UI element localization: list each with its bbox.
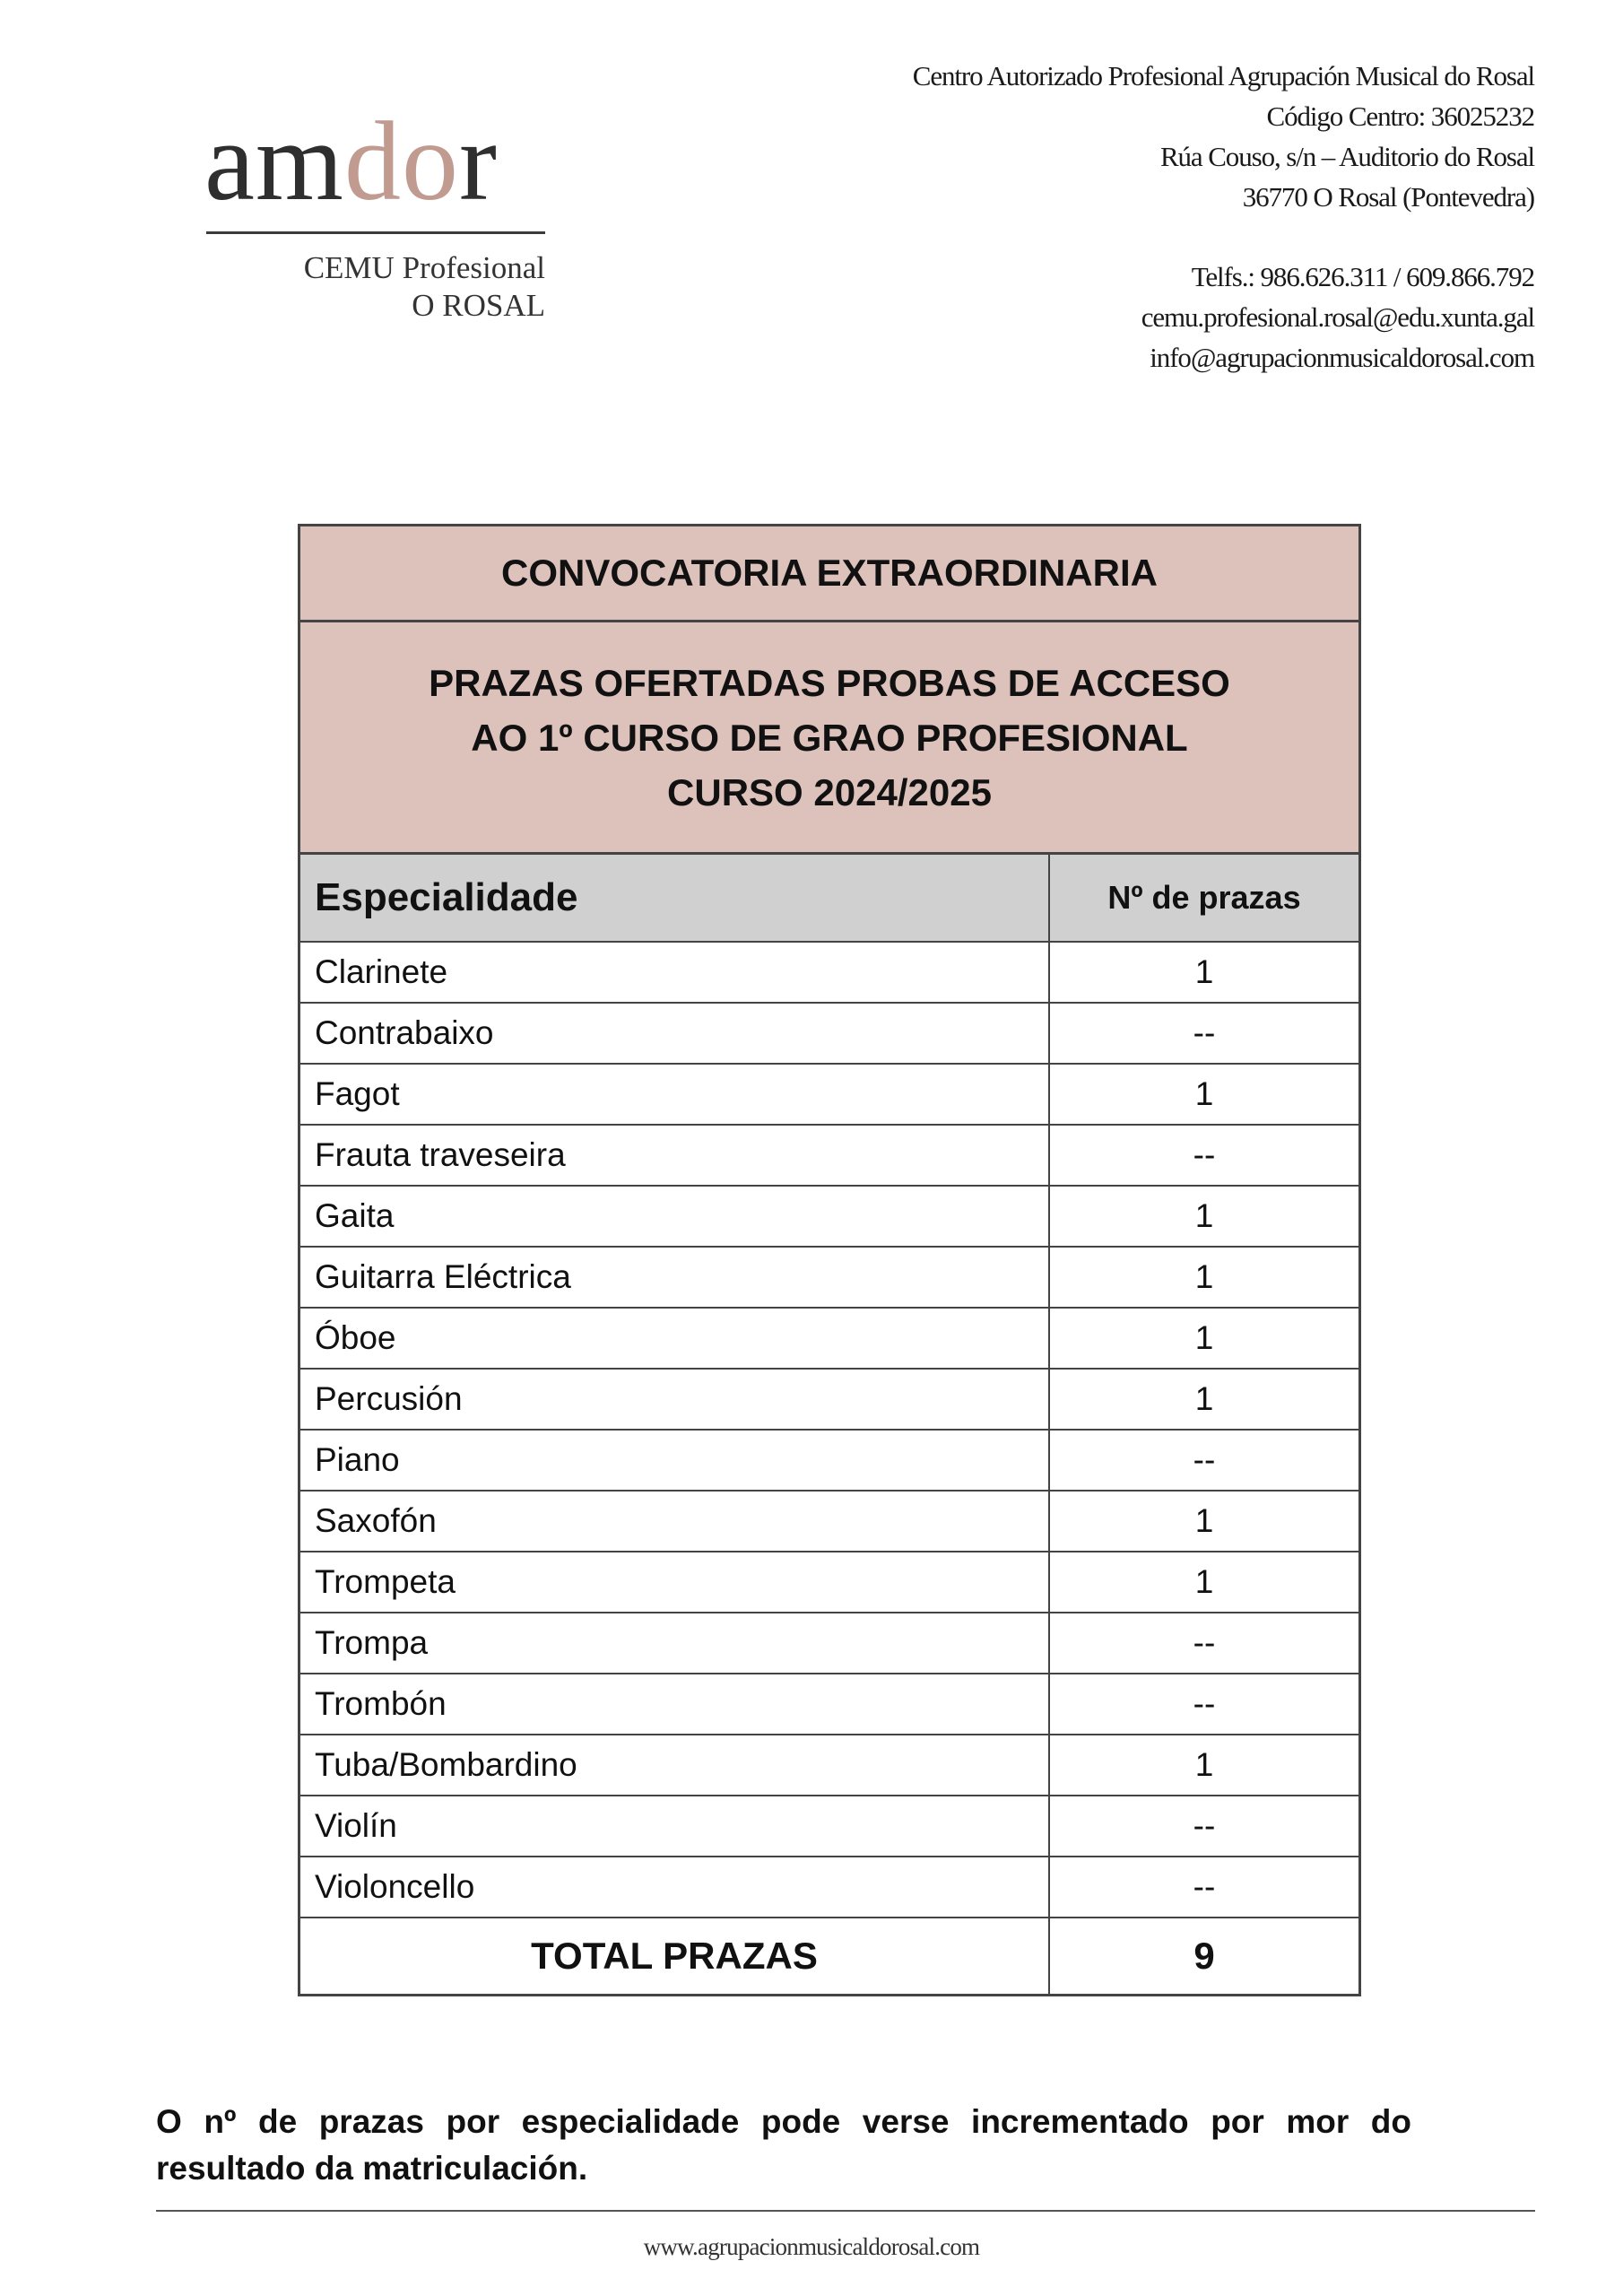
places-cell: -- <box>1193 1685 1216 1722</box>
places-cell: 1 <box>1194 1319 1214 1356</box>
email-link[interactable]: info@agrupacionmusicaldorosal.com <box>1150 342 1534 373</box>
footer-divider <box>156 2210 1535 2212</box>
speciality-cell: Óboe <box>300 1309 1050 1368</box>
logo <box>204 100 545 323</box>
table-subtitle <box>300 622 1358 855</box>
table-row <box>300 1552 1358 1613</box>
speciality-cell: Saxofón <box>300 1492 1050 1551</box>
places-cell: -- <box>1193 1014 1216 1051</box>
speciality-cell: Clarinete <box>300 943 1050 1002</box>
logo-subtitle <box>304 249 545 325</box>
email-link[interactable]: cemu.profesional.rosal@edu.xunta.gal <box>1141 301 1534 333</box>
table-title: CONVOCATORIA EXTRAORDINARIA <box>300 526 1358 622</box>
table-subtitle-line: CURSO 2024/2025 <box>667 770 992 813</box>
places-cell: -- <box>1193 1441 1216 1478</box>
address-line: Rúa Couso, s/n – Auditorio do Rosal <box>1159 141 1534 172</box>
speciality-cell: Fagot <box>300 1065 1050 1124</box>
speciality-cell: Gaita <box>300 1187 1050 1246</box>
speciality-cell: Tuba/Bombardino <box>300 1735 1050 1795</box>
table-row <box>300 1126 1358 1187</box>
logo-word-accent: do <box>343 100 459 224</box>
table-row <box>300 1248 1358 1309</box>
table-header-row <box>300 855 1358 943</box>
places-cell: -- <box>1193 1136 1216 1173</box>
table-row <box>300 943 1358 1004</box>
table-row <box>300 1431 1358 1492</box>
logo-divider <box>206 231 545 234</box>
speciality-cell: Violín <box>300 1796 1050 1856</box>
speciality-cell: Trompeta <box>300 1552 1050 1612</box>
address-gap <box>913 217 1534 257</box>
places-cell: -- <box>1193 1868 1216 1905</box>
table-row <box>300 1187 1358 1248</box>
logo-subtitle-line2: O ROSAL <box>412 288 545 323</box>
places-cell: -- <box>1193 1624 1216 1661</box>
speciality-cell: Percusión <box>300 1370 1050 1429</box>
places-cell: 1 <box>1194 1380 1214 1417</box>
logo-wordmark <box>204 100 545 224</box>
places-cell: 1 <box>1194 953 1214 990</box>
table-total-row <box>300 1918 1358 1994</box>
places-table <box>298 524 1361 1996</box>
address-line: Centro Autorizado Profesional Agrupación Musical do Rosal <box>912 60 1534 91</box>
table-subtitle-line: AO 1º CURSO DE GRAO PROFESIONAL <box>471 716 1188 759</box>
speciality-cell: Frauta traveseira <box>300 1126 1050 1185</box>
column-header-places: Nº de prazas <box>1107 879 1301 916</box>
places-cell: 1 <box>1194 1197 1214 1234</box>
table-row <box>300 1065 1358 1126</box>
table-row <box>300 1613 1358 1674</box>
column-header-speciality: Especialidade <box>300 855 1050 941</box>
address-line: 36770 O Rosal (Pontevedra) <box>1242 181 1534 213</box>
places-cell: 1 <box>1194 1075 1214 1112</box>
total-value: 9 <box>1193 1935 1215 1977</box>
places-cell: 1 <box>1194 1746 1214 1783</box>
footer-website-link[interactable]: www.agrupacionmusicaldorosal.com <box>643 2233 980 2260</box>
footnote: O nº de prazas por especialidade pode verse incrementado por mor do resultado da matriculación. <box>156 2103 1411 2187</box>
speciality-cell: Trombón <box>300 1674 1050 1734</box>
table-row <box>300 1309 1358 1370</box>
address-line: Código Centro: 36025232 <box>1266 100 1534 132</box>
speciality-cell: Piano <box>300 1431 1050 1490</box>
logo-word-part: r <box>458 100 498 224</box>
places-cell: 1 <box>1194 1502 1214 1539</box>
table-row <box>300 1004 1358 1065</box>
places-cell: 1 <box>1194 1563 1214 1600</box>
places-cell: 1 <box>1194 1258 1214 1295</box>
total-label: TOTAL PRAZAS <box>300 1918 1050 1994</box>
table-row <box>300 1674 1358 1735</box>
speciality-cell: Guitarra Eléctrica <box>300 1248 1050 1307</box>
places-cell: -- <box>1193 1807 1216 1844</box>
table-row <box>300 1735 1358 1796</box>
header-address <box>913 56 1534 378</box>
speciality-cell: Contrabaixo <box>300 1004 1050 1063</box>
speciality-cell: Violoncello <box>300 1857 1050 1917</box>
logo-word-part: am <box>204 100 344 224</box>
table-row <box>300 1492 1358 1552</box>
speciality-cell: Trompa <box>300 1613 1050 1673</box>
table-row <box>300 1370 1358 1431</box>
table-row <box>300 1857 1358 1918</box>
phone-numbers: Telfs.: 986.626.311 / 609.866.792 <box>1191 261 1534 292</box>
table-subtitle-line: PRAZAS OFERTADAS PROBAS DE ACCESO <box>429 661 1230 704</box>
logo-subtitle-line1: CEMU Profesional <box>303 250 545 285</box>
table-row <box>300 1796 1358 1857</box>
